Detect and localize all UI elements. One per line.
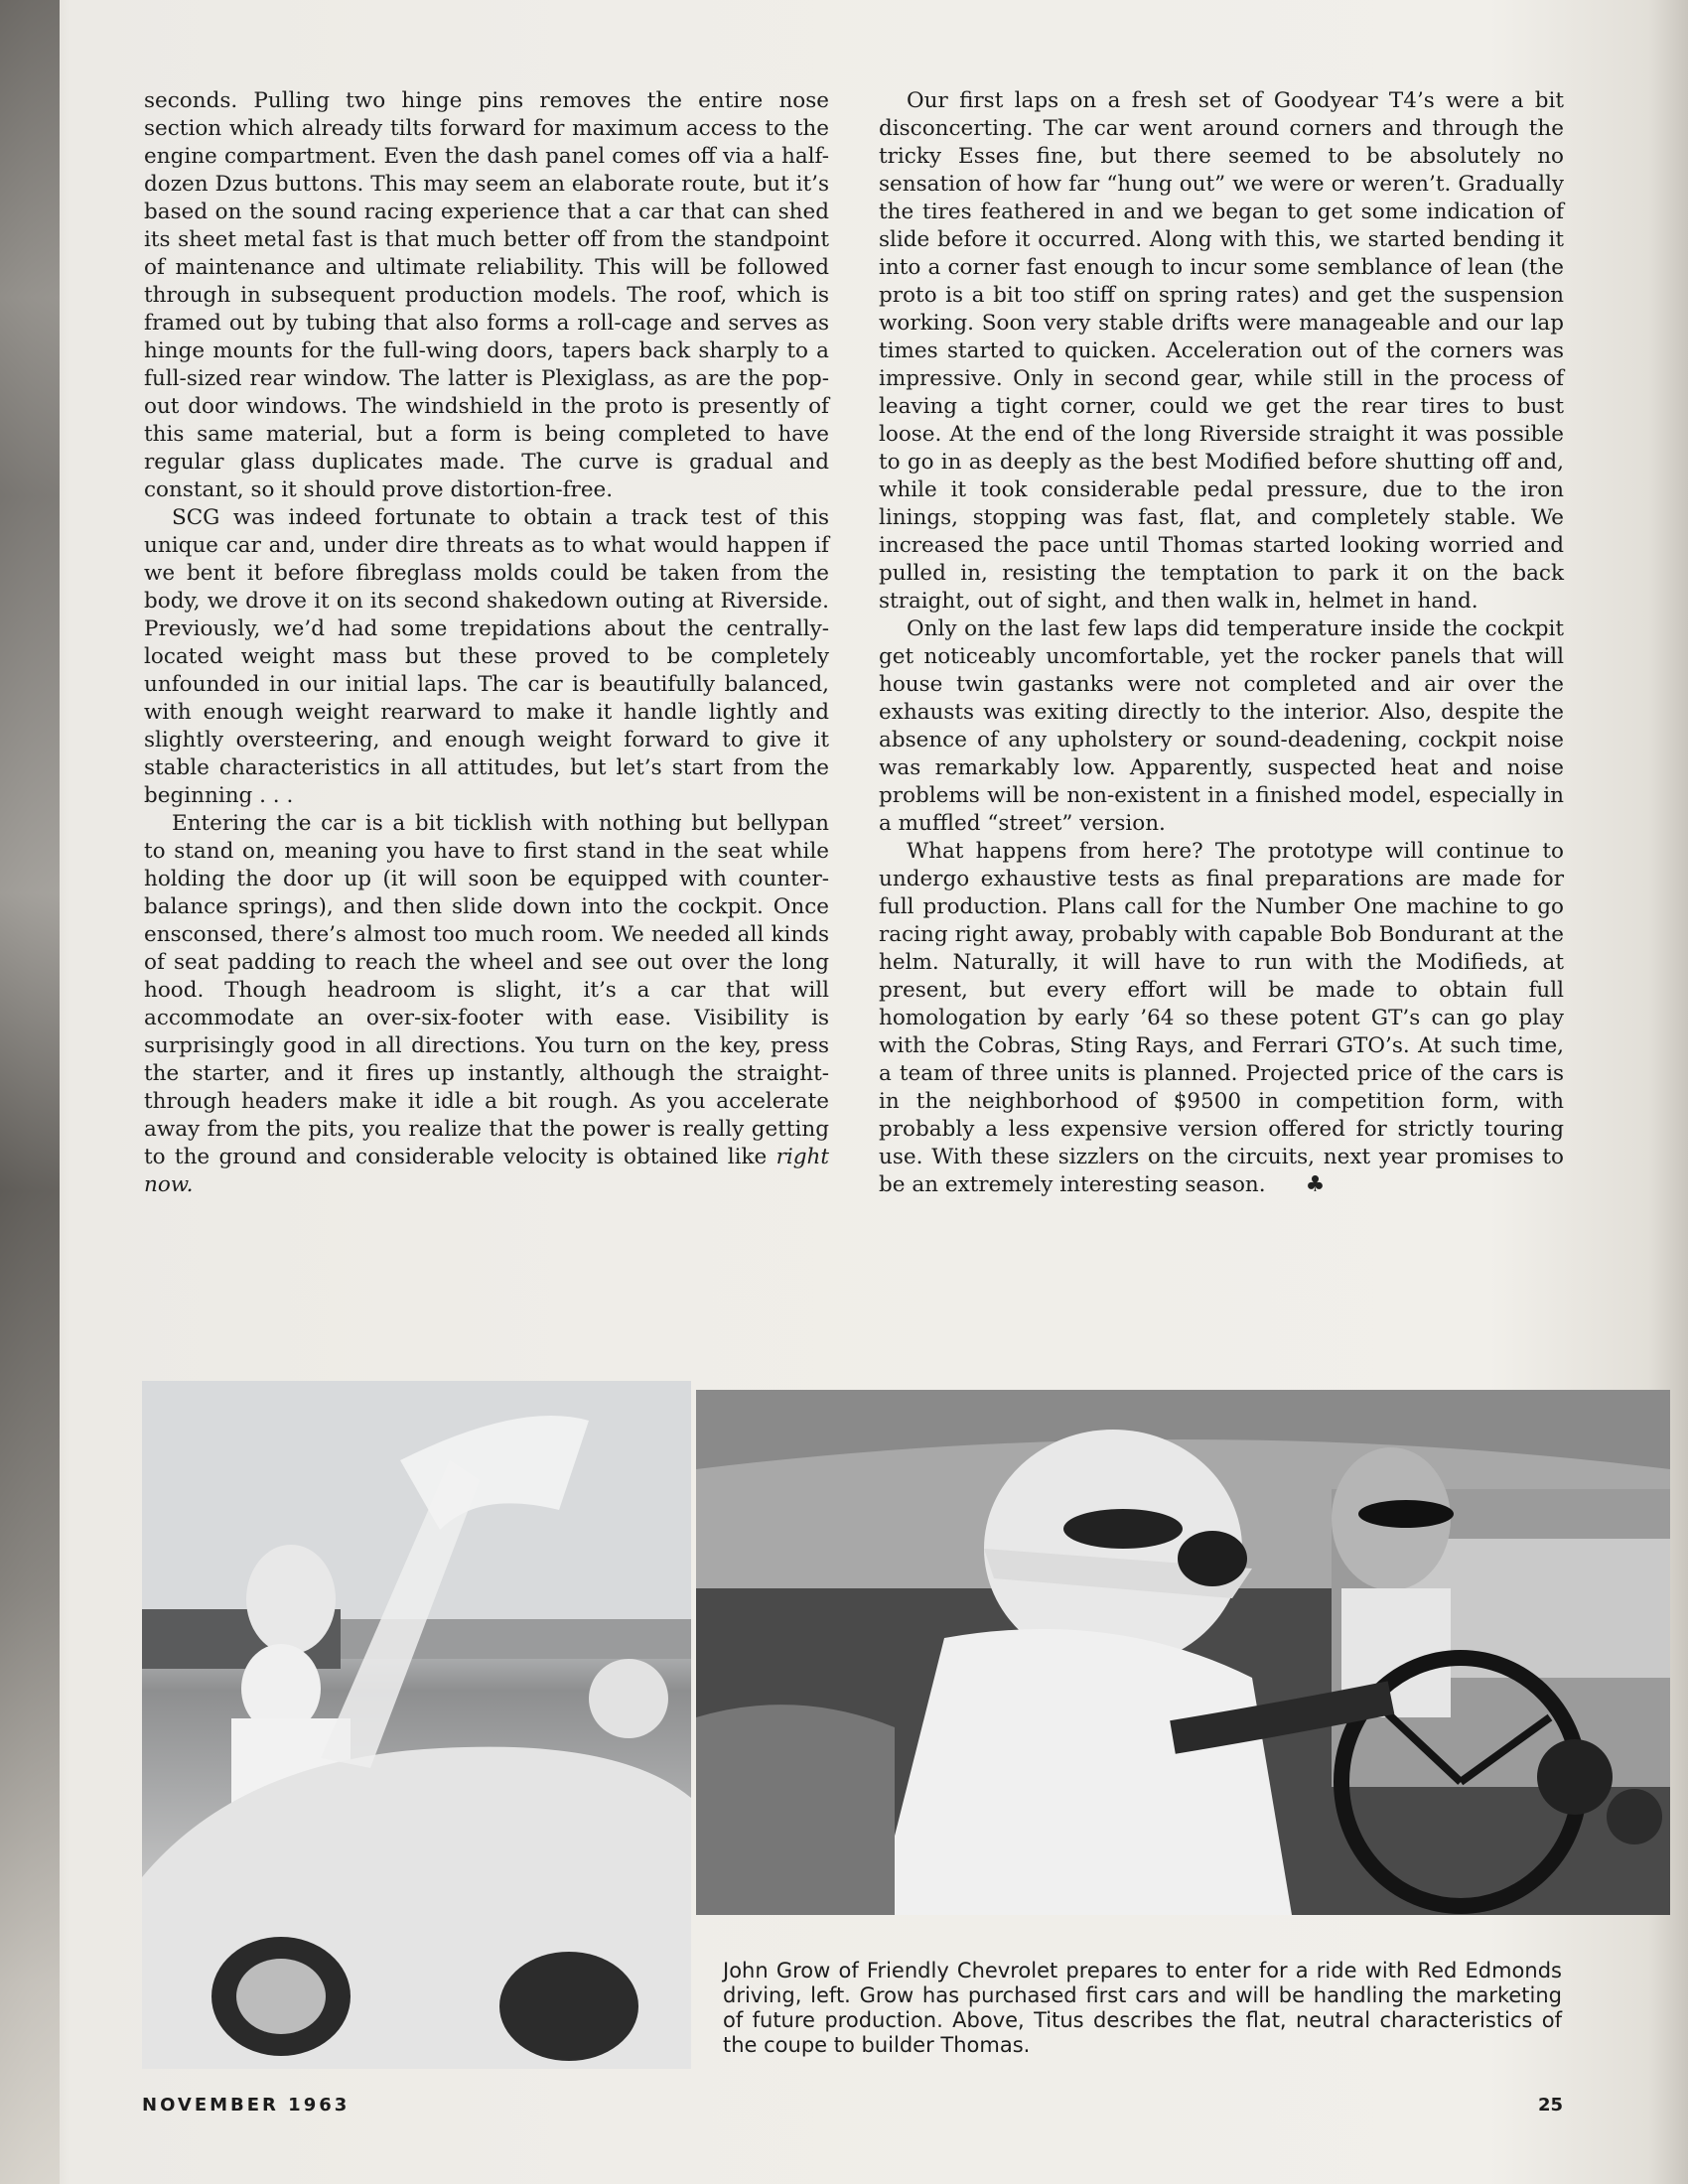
paragraph: seconds. Pulling two hinge pins removes the entire nose section which already tilts forward for maximum access to the engine compartment. Even the dash panel comes off via a half-dozen Dzus buttons. This may seem an elaborate route, but it’s based on the sound racing experience that a car that can shed its sheet metal fast is that much better off from the standpoint of maintenance and ultimate reliability. This will be followed through in subsequent production models. The roof, which is framed out by tubing that also forms a roll-cage and serves as hinge mounts for the full-wing doors, tapers back sharply to a full-sized rear window. The latter is Plexiglass, as are the pop-out door windows. The windshield in the proto is presently of this same material, but a form is being completed to have regular glass duplicates made. The curve is gradual and constant, so it should prove distortion-free. — [144, 88, 829, 502]
paragraph: Our first laps on a fresh set of Goodyear T4’s were a bit disconcerting. The car went around corners and through the tricky Esses fine, but there seemed to be absolutely no sensation of how far “hung out” we were or weren’t. Gradually the tires feathered in and we began to get some indication of slide before it occurred. Along with this, we started bending it into a corner fast enough to incur some semblance of lean (the proto is a bit too stiff on spring rates) and get the suspension working. Soon very stable drifts were manageable and our lap times started to quicken. Acceleration out of the corners was impressive. Only in second gear, while still in the process of leaving a tight corner, could we get the rear tires to bust loose. At the end of the long Riverside straight it was possible to go in as deeply as the best Modified before shutting off and, while it took considerable pedal pressure, due to the iron linings, stopping was fast, flat, and completely stable. We increased the pace until Thomas started looking worried and pulled in, resisting the temptation to park it on the back straight, out of sight, and then walk in, helmet in hand. — [879, 88, 1564, 614]
photo-car-with-doors-open — [142, 1381, 691, 2069]
footer-page-number: 25 — [1538, 2095, 1564, 2116]
paragraph: Only on the last few laps did temperature inside the cockpit get noticeably uncomfortable, yet the rocker panels that will house twin gastanks were not completed and air over the exhausts was exiting directly to the interior. Also, despite the absence of any upholstery or sound-deadening, cockpit noise was remarkably low. Apparently, suspected heat and noise problems will be non-existent in a finished model, especially in a muffled “street” version. — [879, 616, 1564, 836]
article-column-left — [144, 87, 829, 1199]
article-column-right — [879, 87, 1564, 1199]
paragraph-italic: right now. — [144, 1145, 829, 1197]
paragraph-text: What happens from here? The prototype will continue to undergo exhaustive tests as final preparations are made for full production. Plans call for the Number One machine to go racing right away, probably with capable Bob Bondurant at the helm. Naturally, it will have to run with the Modifieds, at present, but every effort will be made to obtain full homologation by early ’64 so these potent GT’s can go play with the Cobras, Sting Rays, and Ferrari GTO’s. At such time, a team of three units is planned. Projected price of the cars is in the neighborhood of $9500 in competition form, with probably a less expensive version offered for strictly touring use. With these sizzlers on the circuits, next year promises to be an extremely interesting season. — [879, 839, 1564, 1197]
photo-illustration — [142, 1381, 691, 2069]
adjacent-page-edge — [0, 0, 60, 2184]
paragraph-text: Entering the car is a bit ticklish with nothing but bellypan to stand on, meaning you have to first stand in the seat while holding the door up (it will soon be equipped with counter-balance springs), and then slide down into the cockpit. Once ensconsed, there’s almost too much room. We needed all kinds of seat padding to reach the wheel and see out over the long hood. Though headroom is slight, it’s a car that will accommodate an over-six-footer with ease. Visibility is surprisingly good in all directions. You turn on the key, press the starter, and it fires up instantly, although the straight-through headers make it idle a bit rough. As you accelerate away from the pits, you realize that the power is really getting to the ground and considerable velocity is obtained like — [144, 811, 829, 1169]
paragraph: SCG was indeed fortunate to obtain a track test of this unique car and, under dire threats as to what would happen if we bent it before fibreglass molds could be taken from the body, we drove it on its second shakedown outing at Riverside. Previously, we’d had some trepidations about the centrally-located weight mass but these proved to be completely unfounded in our initial laps. The car is beautifully balanced, with enough weight rearward to make it handle lightly and slightly oversteering, and enough weight forward to give it stable characteristics in all attitudes, but let’s start from the beginning . . . — [144, 505, 829, 808]
photo-illustration — [696, 1390, 1670, 1915]
photo-cockpit-interior — [696, 1390, 1670, 1915]
end-mark-icon: ♣ — [1305, 1172, 1326, 1197]
paragraph — [879, 838, 1564, 1199]
paragraph — [144, 810, 829, 1199]
photo-caption: John Grow of Friendly Chevrolet prepares to enter for a ride with Red Edmonds driving, left. Grow has purchased first cars and will be handling the marketing of future production. Above, Titus describes the flat, neutral characteristics of the coupe to builder Thomas. — [723, 1959, 1562, 2057]
footer-issue-date: NOVEMBER 1963 — [142, 2095, 351, 2116]
